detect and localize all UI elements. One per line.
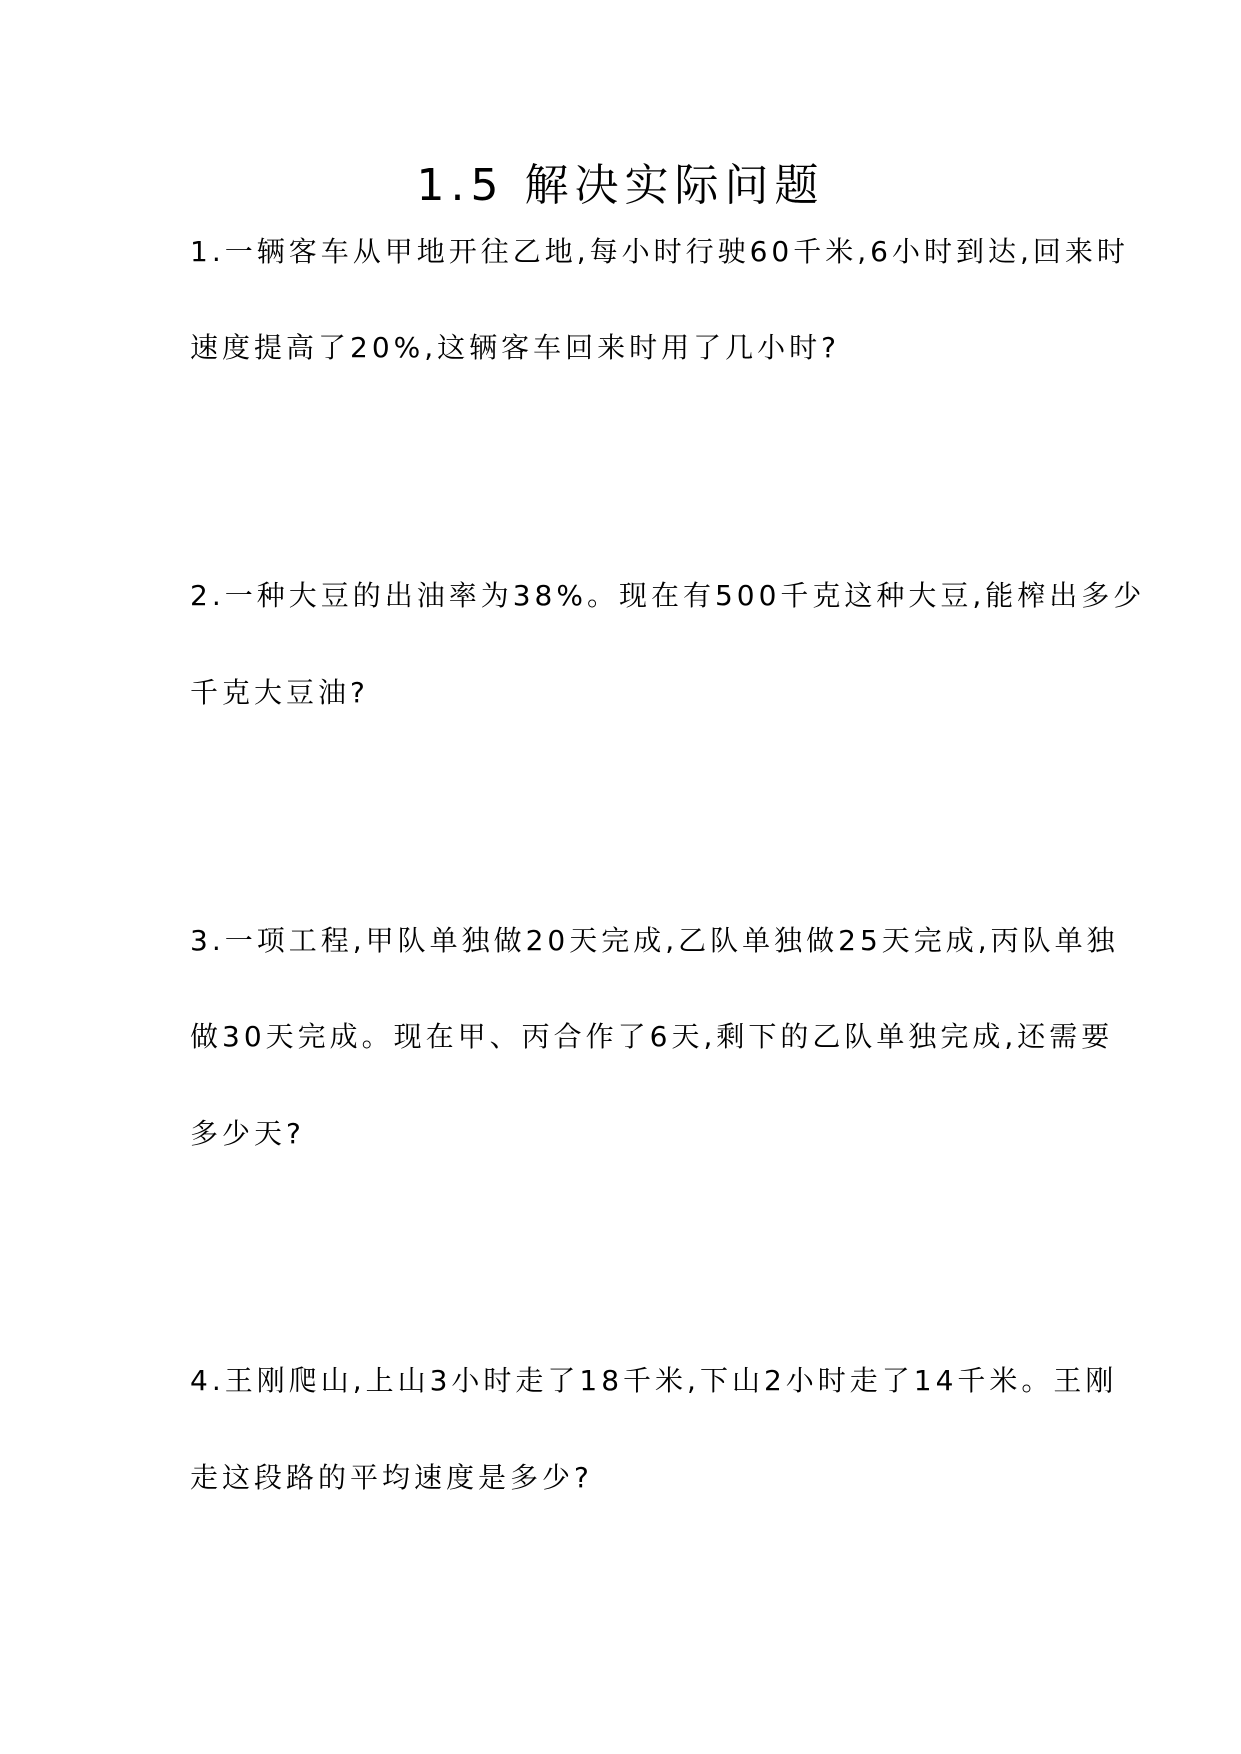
question-3-line-3: 多少天? bbox=[190, 1117, 305, 1150]
question-1-line-1: 1.一辆客车从甲地开往乙地,每小时行驶60千米,6小时到达,回来时 bbox=[190, 235, 1129, 268]
question-4-line-1: 4.王刚爬山,上山3小时走了18千米,下山2小时走了14千米。王刚 bbox=[190, 1364, 1118, 1397]
question-3-line-1: 3.一项工程,甲队单独做20天完成,乙队单独做25天完成,丙队单独 bbox=[190, 924, 1119, 957]
page-title: 1.5 解决实际问题 bbox=[416, 160, 825, 211]
question-1-line-2: 速度提高了20%,这辆客车回来时用了几小时? bbox=[190, 331, 840, 364]
question-2-line-2: 千克大豆油? bbox=[190, 676, 369, 709]
question-3-line-2: 做30天完成。现在甲、丙合作了6天,剩下的乙队单独完成,还需要 bbox=[190, 1020, 1114, 1053]
question-2-line-1: 2.一种大豆的出油率为38%。现在有500千克这种大豆,能榨出多少 bbox=[190, 579, 1146, 612]
question-4-line-2: 走这段路的平均速度是多少? bbox=[190, 1461, 593, 1494]
